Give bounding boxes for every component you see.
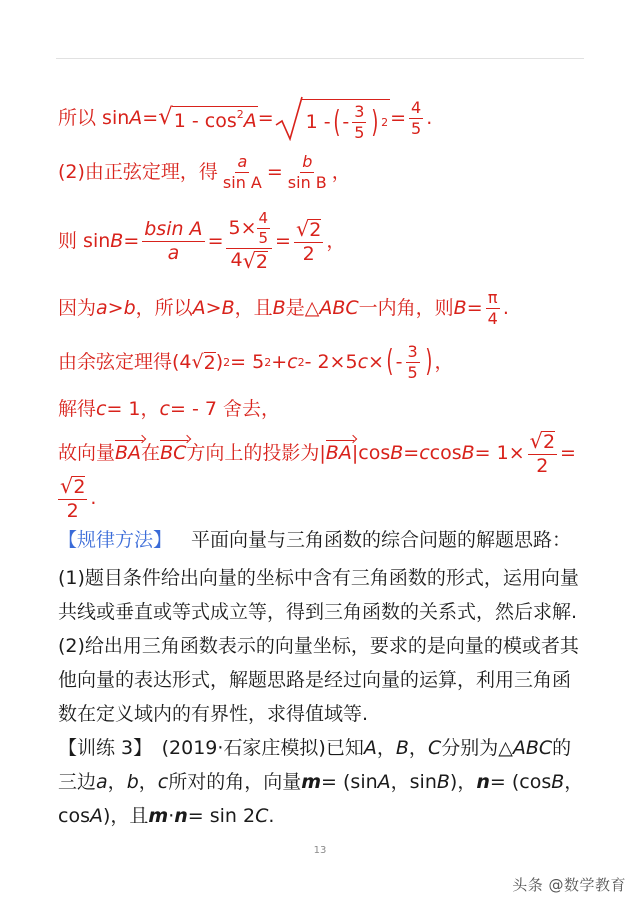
method-line-2c: 数在定义域内的有界性，求得值域等.	[58, 702, 369, 725]
sqrt-2: 1 - ( - $\frac{3}{5}$ ) 2	[274, 95, 390, 141]
method-tag: 【规律方法】	[58, 528, 173, 551]
method-line-2b: 他向量的表达形式，解题思路是经过向量的运算，利用三角函	[58, 668, 572, 691]
line-6: 解得 c = 1， c = - 7 舍去，	[58, 397, 280, 420]
line-4: 因为 a > b ，所以 A > B ，且 B 是△ ABC 一内角，则 B = $\frac{\pi}{4}$ .	[58, 287, 509, 328]
sqrt-1: √ $1 - \cos^2A$	[158, 103, 257, 132]
page-number: 13	[313, 845, 327, 856]
line-7: 故向量 BA 在 BC 方向上的投影为| BA |cos B = c cos B = 1× √ 2 2 =	[58, 428, 576, 477]
training-line-2: 三边 a ， b ， c 所对的角，向量 m = (sin A ，sin B )， n = (cos B ，	[58, 770, 584, 793]
vector-BC: BC	[160, 441, 187, 464]
header-rule	[56, 58, 584, 59]
line-3: 则 sin B = $\frac{\text{bsin A}}{a}$ = 5× $\frac{4}{5}$ 4 √ 2 = √ 2 2 ，	[58, 208, 346, 273]
method-line-1a: (1)题目条件给出向量的坐标中含有三角函数的形式，运用向量	[58, 566, 579, 589]
training-line-3: cos A )，且 m · n = sin 2 C .	[58, 804, 275, 827]
watermark: 头条 @数学教育	[512, 876, 626, 894]
training-line-1: 【训练 3】 (2019·石家庄模拟)已知 A ， B ， C 分别为△ ABC 的	[58, 736, 572, 759]
method-heading: 【规律方法】 平面向量与三角函数的综合问题的解题思路：	[58, 528, 572, 551]
line-1: 所以 sin A = √ $1 - \cos^2A$ = 1 - ( - $\frac{3}{5}$ ) 2 = $\frac{4}{5}$ .	[58, 96, 432, 140]
line-8: √ 2 2 .	[60, 473, 97, 522]
line-5: 由余弦定理得(4 √ 2 ) 2 = 5 2 + c 2 - 2×5 c × ( - $\frac{3}{5}$ ) ，	[58, 341, 454, 382]
method-line-2a: (2)给出用三角函数表示的向量坐标，要求的是向量的模或者其	[58, 634, 579, 657]
vector-BA: BA	[115, 441, 142, 464]
method-line-1b: 共线或垂直或等式成立等，得到三角函数的关系式，然后求解.	[58, 600, 578, 623]
vector-BA-2: BA	[325, 441, 352, 464]
line-2: (2)由正弦定理，得 $\frac{a}{\text{sin A}}$ = $\frac{b}{\text{sin B}}$ ，	[58, 151, 351, 192]
